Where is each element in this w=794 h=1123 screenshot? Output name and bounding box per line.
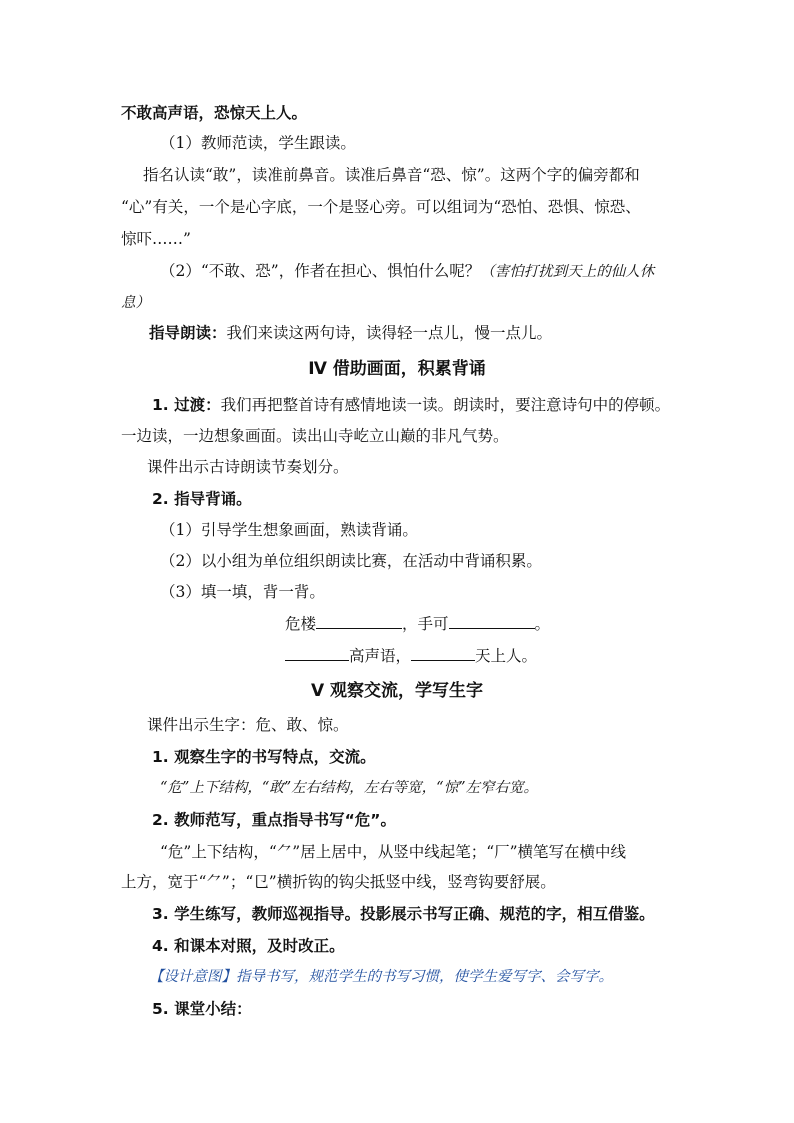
blank-field[interactable] — [411, 644, 475, 661]
question-text: （2）“不敢、恐”，作者在担心、惧怕什么呢？ — [160, 262, 481, 280]
subheading: 2. 指导背诵。 — [152, 490, 252, 508]
fill-text: 高声语， — [349, 647, 412, 665]
subheading: 3. 学生练写，教师巡视指导。投影展示书写正确、规范的字，相互借鉴。 — [152, 905, 655, 923]
fill-text: 天上人。 — [475, 647, 538, 665]
step-line: （2）以小组为单位组织朗读比赛，在活动中背诵积累。 — [160, 552, 542, 570]
transition-text: 我们再把整首诗有感情地读一读。朗读时，要注意诗句中的停顿。 — [220, 396, 671, 414]
poem-line: 不敢高声语，恐惊天上人。 — [121, 104, 308, 122]
fill-text: 危楼 — [285, 615, 317, 633]
fill-text: ，手可 — [402, 615, 449, 633]
step-teacher-reads: （1）教师范读，学生跟读。 — [160, 134, 356, 152]
fill-blank-line-2 — [285, 644, 537, 667]
paragraph-line: 上方，宽于“⺈”；“㔾”横折钩的钩尖抵竖中线，竖弯钩要舒展。 — [121, 873, 556, 891]
paragraph-line: 惊吓……” — [121, 230, 191, 248]
paragraph-line: “心”有关，一个是心字底，一个是竖心旁。可以组词为“恐怕、恐惧、惊恐、 — [121, 198, 641, 216]
subheading: 4. 和课本对照，及时改正。 — [152, 937, 345, 955]
blank-field[interactable] — [449, 612, 535, 629]
design-intent-text: 指导书写，规范学生的书写习惯，使学生爱写字、会写字。 — [236, 969, 613, 985]
step-line: （1）引导学生想象画面，熟读背诵。 — [160, 521, 418, 539]
blank-field[interactable] — [316, 612, 402, 629]
feature-answer: “危”上下结构，“敢”左右结构，左右等宽，“惊”左窄右宽。 — [160, 780, 538, 796]
paragraph-line: 指名认读“敢”，读准前鼻音。读准后鼻音“恐、惊”。这两个字的偏旁都和 — [143, 166, 640, 184]
subheading: 2. 教师范写，重点指导书写“危”。 — [152, 811, 396, 829]
section-heading-4: Ⅳ 借助画面，积累背诵 — [308, 359, 486, 379]
question-line — [160, 260, 654, 283]
reading-guide-label: 指导朗读： — [149, 324, 227, 342]
subheading: 1. 观察生字的书写特点，交流。 — [152, 748, 376, 766]
design-intent-label: 【设计意图】 — [149, 969, 236, 985]
design-intent — [149, 966, 613, 988]
reading-guide — [149, 322, 552, 344]
transition-label: 1. 过渡： — [152, 396, 221, 414]
answer-text: （害怕打扰到天上的仙人休 — [480, 264, 655, 280]
paragraph-line: “危”上下结构，“⺈”居上居中，从竖中线起笔；“厂”横笔写在横中线 — [160, 843, 627, 861]
answer-continued: 息） — [121, 295, 150, 311]
blank-field[interactable] — [285, 644, 349, 661]
step-line: （3）填一填，背一背。 — [160, 583, 325, 601]
subheading: 5. 课堂小结： — [152, 1000, 252, 1018]
fill-text: 。 — [534, 615, 551, 633]
fill-blank-line-1 — [285, 612, 550, 635]
transition-line — [152, 394, 670, 416]
section-heading-5: Ⅴ 观察交流，学写生字 — [310, 681, 484, 701]
paragraph-line: 一边读，一边想象画面。读出山寺屹立山巅的非凡气势。 — [121, 427, 509, 445]
paragraph-line: 课件出示古诗朗读节奏划分。 — [147, 458, 349, 476]
reading-guide-text: 我们来读这两句诗，读得轻一点儿，慢一点儿。 — [226, 324, 553, 342]
paragraph-line: 课件出示生字：危、敢、惊。 — [147, 716, 349, 734]
